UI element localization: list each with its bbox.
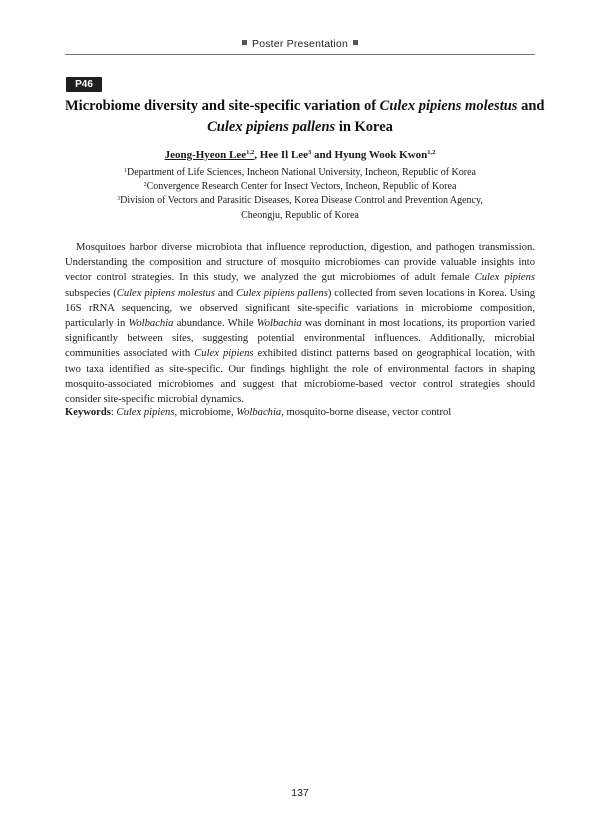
presenting-author: Jeong-Hyeon Lee$^{1,2}$ — [164, 149, 255, 161]
running-header — [65, 38, 535, 50]
square-bullet-icon — [242, 40, 247, 45]
species-name: Culex pipiens pallens — [207, 119, 336, 135]
header-divider — [65, 54, 535, 55]
author-list: Jeong-Hyeon Lee$^{1,2}$, Hee Il Lee$^3$ and Hyung Wook Kwon$^{1,2}$ — [164, 149, 436, 161]
author: Hyung Wook Kwon$^{1,2}$ — [334, 149, 436, 161]
keywords-label: Keywords — [65, 407, 111, 418]
running-header-label: Poster Presentation — [251, 38, 349, 50]
affiliation: $^2$Convergence Research Center for Insect Vectors, Incheon, Republic of Korea — [143, 181, 457, 193]
affiliation: $^3$Division of Vectors and Parasitic Diseases, Korea Disease Control and Prevention Agency, — [117, 195, 483, 207]
abstract-paragraph: Mosquitoes harbor diverse microbiota that influence reproduction, digestion, and pathogen transmission. Understanding the composition and structure of mosquito microbiomes can provide valuable insights into vector control strategies. In this study, we analyzed the gut microbiomes of adult female Culex pipiens subspecies (Culex pipiens molestus and Culex pipiens pallens) collected from seven locations in Korea. Using 16S rRNA sequencing, we observed significant site-specific variations in microbiome composition, particularly in Wolbachia abundance. While Wolbachia was dominant in most locations, its proportion varied significantly between sites, suggesting potential environmental influences. Additionally, microbial communities associated with Culex pipiens exhibited distinct patterns based on geographical location, with two taxa identified as site-specific. Our findings highlight the role of environmental factors in shaping mosquito-associated microbiomes and suggest that microbiome-based vector control strategies should consider site-specific microbial dynamics. — [65, 242, 536, 406]
paper-title — [65, 96, 545, 138]
author: Hee Il Lee$^3$ — [259, 149, 312, 161]
affiliation-continued: Cheongju, Republic of Korea — [241, 209, 359, 221]
page-number: 137 — [291, 787, 309, 799]
affiliation: $^1$Department of Life Sciences, Incheon National University, Incheon, Republic of Korea — [124, 167, 476, 178]
title-line-1: Microbiome diversity and site-specific variation of Culex pipiens molestus and — [65, 98, 545, 114]
square-bullet-icon — [353, 40, 358, 45]
title-line-2: Culex pipiens pallens in Korea — [207, 119, 393, 135]
poster-number-badge: P46 — [66, 77, 102, 92]
affiliations — [65, 166, 535, 223]
abstract-body — [65, 240, 535, 407]
keywords-line: Keywords: Culex pipiens, microbiome, Wolbachia, mosquito-borne disease, vector control — [65, 407, 452, 418]
species-name: Culex pipiens molestus — [379, 98, 518, 114]
